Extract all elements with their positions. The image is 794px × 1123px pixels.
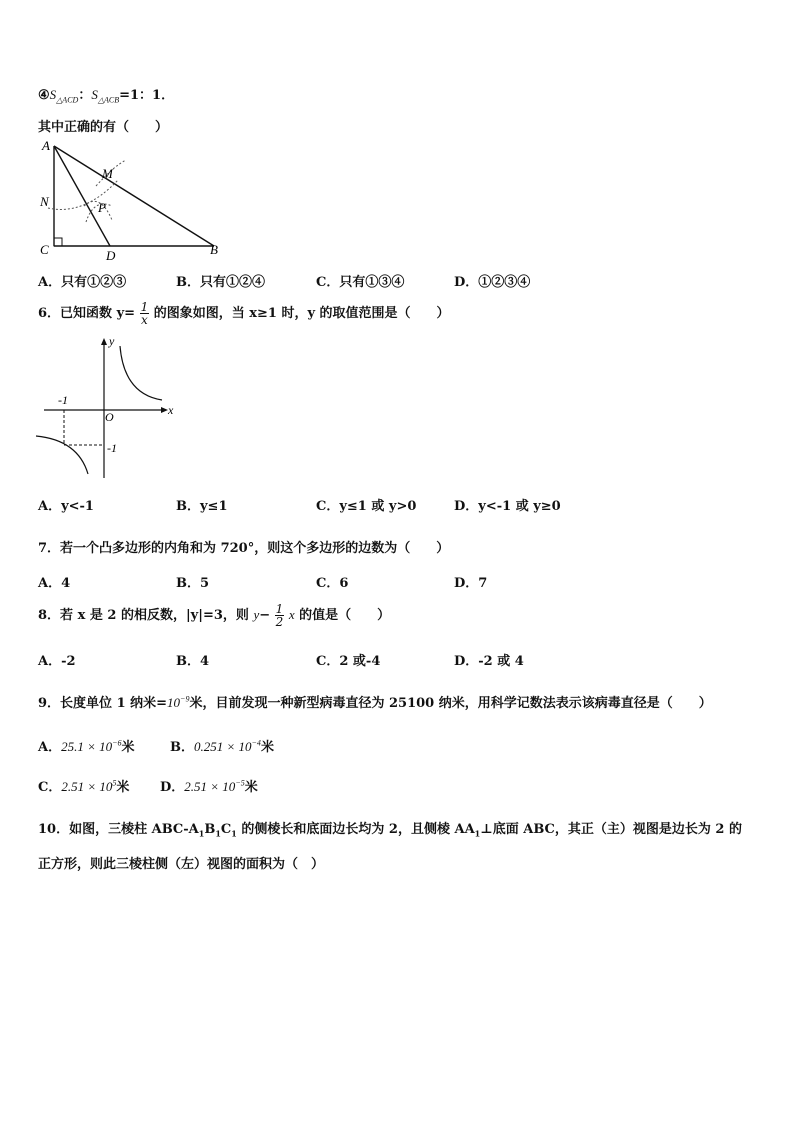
- q5-statement-4: [38, 84, 174, 105]
- q6-option-b[interactable]: B．y≤1: [176, 499, 228, 514]
- area-symbol: S: [49, 87, 57, 102]
- label-x: x: [168, 403, 174, 417]
- right-angle-mark: [54, 238, 62, 246]
- label-N: N: [40, 194, 49, 209]
- label-C: C: [40, 242, 49, 257]
- q9-question: 9．长度单位 1 纳米$=10^{-9}$米，目前发现一种新型病毒直径为 25100 纳米，用科学记数法表示该病毒直径是（ ）: [38, 694, 712, 711]
- q7-option-d[interactable]: D．7: [454, 576, 488, 591]
- fraction-1-over-x: $\frac{1}{x}$: [140, 300, 149, 327]
- label-A: A: [42, 138, 50, 153]
- q9-option-a[interactable]: A．$25.1 \times 10^{-6}$米: [38, 738, 135, 755]
- q9-option-c[interactable]: C．$2.51 \times 10^5$米: [38, 778, 130, 795]
- q5-option-b[interactable]: B．只有①②④: [176, 275, 266, 290]
- q6-question: 6．已知函数 y= $\frac{1}{x}$ 的图象如图，当 x≥1 时，y 的取值范围是（ ）: [38, 300, 450, 327]
- bisector-AD: [54, 146, 110, 246]
- q5-triangle-figure: [34, 136, 224, 262]
- q5-option-a[interactable]: A．只有①②③: [38, 275, 127, 290]
- arc-large: [48, 180, 118, 209]
- area-subscript: △ACD: [56, 95, 79, 105]
- q8-option-a[interactable]: A．-2: [38, 654, 76, 669]
- label-M: M: [102, 166, 113, 181]
- q6-option-a[interactable]: A．y<-1: [38, 499, 94, 514]
- q7-option-c[interactable]: C．6: [316, 576, 349, 591]
- circled-number: ④: [38, 88, 50, 103]
- branch-third-quadrant: [36, 436, 88, 474]
- q8-question: 8．若 x 是 2 的相反数，|y|=3，则 y− $\frac{1}{2}$ x 的值是（ ）: [38, 602, 391, 629]
- q5-option-d[interactable]: D．①②③④: [454, 275, 531, 290]
- area-symbol: S: [91, 87, 98, 102]
- q6-hyperbola-graph: [34, 334, 179, 480]
- label-neg1-x: -1: [58, 393, 68, 407]
- q7-option-b[interactable]: B．5: [176, 576, 210, 591]
- side-AB: [54, 146, 214, 246]
- q8-option-c[interactable]: C．2 或-4: [316, 654, 381, 669]
- q6-option-c[interactable]: C．y≤1 或 y>0: [316, 499, 417, 514]
- q10-line-2: 正方形，则此三棱柱侧（左）视图的面积为（ ）: [38, 857, 325, 872]
- q8-option-d[interactable]: D．-2 或 4: [454, 654, 524, 669]
- label-B: B: [210, 242, 218, 257]
- label-neg1-y: -1: [107, 441, 117, 455]
- q5-option-c[interactable]: C．只有①③④: [316, 275, 405, 290]
- q9-option-b[interactable]: B．$0.251 \times 10^{-4}$米: [170, 738, 274, 755]
- label-y: y: [109, 334, 115, 348]
- q5-question: 其中正确的有（ ）: [38, 120, 169, 135]
- label-D: D: [106, 248, 116, 262]
- q9-option-d[interactable]: D．$2.51 \times 10^{-5}$米: [160, 778, 258, 795]
- q6-option-d[interactable]: D．y<-1 或 y≥0: [454, 499, 561, 514]
- colon: ：: [78, 88, 92, 103]
- x-axis-arrow: [161, 407, 168, 413]
- y-axis-arrow: [101, 338, 107, 345]
- q7-option-a[interactable]: A．4: [38, 576, 71, 591]
- label-P: P: [98, 200, 106, 215]
- q8-option-b[interactable]: B．4: [176, 654, 210, 669]
- label-origin: O: [105, 410, 114, 424]
- branch-first-quadrant: [120, 346, 162, 400]
- q7-question: 7．若一个凸多边形的内角和为 720°，则这个多边形的边数为（ ）: [38, 541, 450, 556]
- ratio-text: =1：1．: [119, 88, 175, 103]
- q10-line-1: 10．如图，三棱柱 ABC-$A_1B_1C_1$ 的侧棱长和底面边长均为 2，且侧棱 $AA_1\perp$底面 ABC，其正（主）视图是边长为 2 的: [38, 822, 742, 839]
- fraction-1-over-2: $\frac{1}{2}$: [275, 602, 284, 629]
- area-subscript: △ACB: [97, 95, 120, 105]
